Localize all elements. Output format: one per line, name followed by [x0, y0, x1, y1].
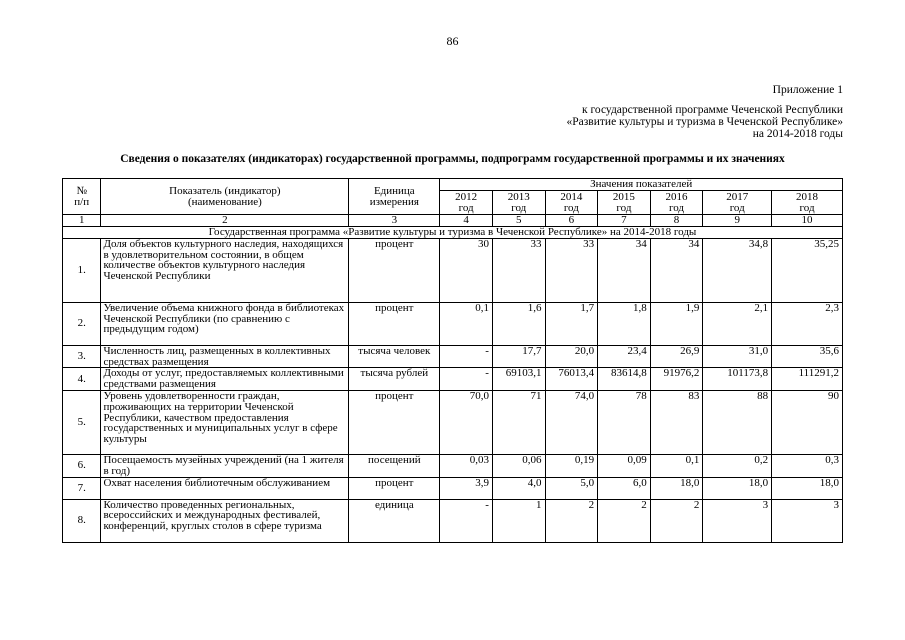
value-cell: 111291,2	[772, 368, 843, 391]
value-cell: 0,3	[772, 454, 843, 477]
table-row	[63, 238, 843, 302]
row-number: 7.	[63, 477, 101, 499]
value-cell: 0,19	[545, 454, 598, 477]
appendix-line-1: к государственной программе Чеченской Республики	[582, 104, 843, 116]
value-cell: 69103,1	[492, 368, 545, 391]
value-cell: 30	[440, 238, 493, 302]
value-cell: 1,9	[650, 302, 703, 345]
value-cell: 3	[703, 499, 772, 542]
value-cell: 0,06	[492, 454, 545, 477]
header-year: 2012 год	[440, 191, 493, 215]
value-cell: 18,0	[703, 477, 772, 499]
value-cell: 0,03	[440, 454, 493, 477]
row-number: 6.	[63, 454, 101, 477]
value-cell: 70,0	[440, 390, 493, 454]
value-cell: 33	[545, 238, 598, 302]
section-row	[63, 226, 843, 238]
column-number: 5	[492, 215, 545, 227]
value-cell: 83614,8	[598, 368, 651, 391]
column-number: 2	[101, 215, 349, 227]
value-cell: 2	[598, 499, 651, 542]
value-cell: 34	[650, 238, 703, 302]
column-number: 10	[772, 215, 843, 227]
value-cell: 35,6	[772, 345, 843, 368]
value-cell: 23,4	[598, 345, 651, 368]
value-cell: 18,0	[772, 477, 843, 499]
table-row	[63, 454, 843, 477]
page-number: 86	[446, 34, 459, 48]
column-number: 9	[703, 215, 772, 227]
column-number: 8	[650, 215, 703, 227]
value-cell: 17,7	[492, 345, 545, 368]
value-cell: 34,8	[703, 238, 772, 302]
value-cell: 5,0	[545, 477, 598, 499]
column-number: 1	[63, 215, 101, 227]
header-indicator: Показатель (индикатор) (наименование)	[101, 179, 349, 215]
header-unit: Единица измерения	[349, 179, 440, 215]
row-number: 2.	[63, 302, 101, 345]
value-cell: 26,9	[650, 345, 703, 368]
value-cell: 0,1	[440, 302, 493, 345]
table-row	[63, 345, 843, 368]
value-cell: 2,3	[772, 302, 843, 345]
value-cell: 1,6	[492, 302, 545, 345]
table-row	[63, 302, 843, 345]
value-cell: 78	[598, 390, 651, 454]
value-cell: 83	[650, 390, 703, 454]
appendix-block	[567, 84, 843, 140]
header-year: 2016 год	[650, 191, 703, 215]
header-year: 2017 год	[703, 191, 772, 215]
value-cell: -	[440, 499, 493, 542]
value-cell: 33	[492, 238, 545, 302]
indicator-name: Доходы от услуг, предоставляемых коллективными средствами размещения	[101, 368, 349, 391]
value-cell: 1,8	[598, 302, 651, 345]
value-cell: 31,0	[703, 345, 772, 368]
unit-cell: процент	[349, 477, 440, 499]
column-number: 4	[440, 215, 493, 227]
value-cell: 88	[703, 390, 772, 454]
value-cell: 101173,8	[703, 368, 772, 391]
value-cell: 2	[650, 499, 703, 542]
indicators-table	[62, 178, 843, 543]
unit-cell: единица	[349, 499, 440, 542]
row-number: 8.	[63, 499, 101, 542]
value-cell: 90	[772, 390, 843, 454]
appendix-line-3: на 2014-2018 годы	[752, 128, 843, 140]
row-number: 5.	[63, 390, 101, 454]
value-cell: 74,0	[545, 390, 598, 454]
table-row	[63, 499, 843, 542]
indicator-name: Увеличение объема книжного фонда в библиотеках Чеченской Республики (по сравнению с предыдущим годом)	[101, 302, 349, 345]
value-cell: 1	[492, 499, 545, 542]
value-cell: 34	[598, 238, 651, 302]
value-cell: -	[440, 345, 493, 368]
unit-cell: процент	[349, 238, 440, 302]
table-row	[63, 390, 843, 454]
column-number: 3	[349, 215, 440, 227]
value-cell: 0,2	[703, 454, 772, 477]
unit-cell: посещений	[349, 454, 440, 477]
value-cell: 2	[545, 499, 598, 542]
value-cell: 3,9	[440, 477, 493, 499]
indicator-name: Доля объектов культурного наследия, находящихся в удовлетворительном состоянии, в общем количестве объектов культурного наследия Чеченской Республики	[101, 238, 349, 302]
value-cell: 76013,4	[545, 368, 598, 391]
column-numbers-row	[63, 215, 843, 227]
value-cell: 91976,2	[650, 368, 703, 391]
value-cell: 4,0	[492, 477, 545, 499]
value-cell: -	[440, 368, 493, 391]
column-number: 6	[545, 215, 598, 227]
unit-cell: тысяча человек	[349, 345, 440, 368]
indicator-name: Охват населения библиотечным обслуживанием	[101, 477, 349, 499]
value-cell: 18,0	[650, 477, 703, 499]
value-cell: 35,25	[772, 238, 843, 302]
indicator-name: Количество проведенных региональных, всероссийских и международных фестивалей, конференций, круглых столов в сфере туризма	[101, 499, 349, 542]
header-year: 2013 год	[492, 191, 545, 215]
header-year: 2018 год	[772, 191, 843, 215]
unit-cell: тысяча рублей	[349, 368, 440, 391]
value-cell: 71	[492, 390, 545, 454]
indicator-name: Уровень удовлетворенности граждан, проживающих на территории Чеченской Республики, качеством предоставления государственных и муниципальных услуг в сфере культуры	[101, 390, 349, 454]
value-cell: 3	[772, 499, 843, 542]
value-cell: 20,0	[545, 345, 598, 368]
column-number: 7	[598, 215, 651, 227]
row-number: 4.	[63, 368, 101, 391]
row-number: 1.	[63, 238, 101, 302]
indicator-name: Посещаемость музейных учреждений (на 1 жителя в год)	[101, 454, 349, 477]
header-year: 2015 год	[598, 191, 651, 215]
document-title: Сведения о показателях (индикаторах) государственной программы, подпрограмм государственной программы и их значениях	[120, 153, 785, 165]
header-year: 2014 год	[545, 191, 598, 215]
section-title: Государственная программа «Развитие культуры и туризма в Чеченской Республике» на 2014-2018 годы	[63, 226, 843, 238]
value-cell: 6,0	[598, 477, 651, 499]
table-row	[63, 368, 843, 391]
header-num: № п/п	[63, 179, 101, 215]
value-cell: 0,1	[650, 454, 703, 477]
row-number: 3.	[63, 345, 101, 368]
indicator-name: Численность лиц, размещенных в коллективных средствах размещения	[101, 345, 349, 368]
appendix-line-2: «Развитие культуры и туризма в Чеченской Республике»	[566, 116, 843, 128]
value-cell: 2,1	[703, 302, 772, 345]
appendix-title: Приложение 1	[772, 84, 843, 96]
table-row	[63, 477, 843, 499]
unit-cell: процент	[349, 302, 440, 345]
header-values: Значения показателей	[440, 179, 843, 191]
value-cell: 0,09	[598, 454, 651, 477]
value-cell: 1,7	[545, 302, 598, 345]
unit-cell: процент	[349, 390, 440, 454]
